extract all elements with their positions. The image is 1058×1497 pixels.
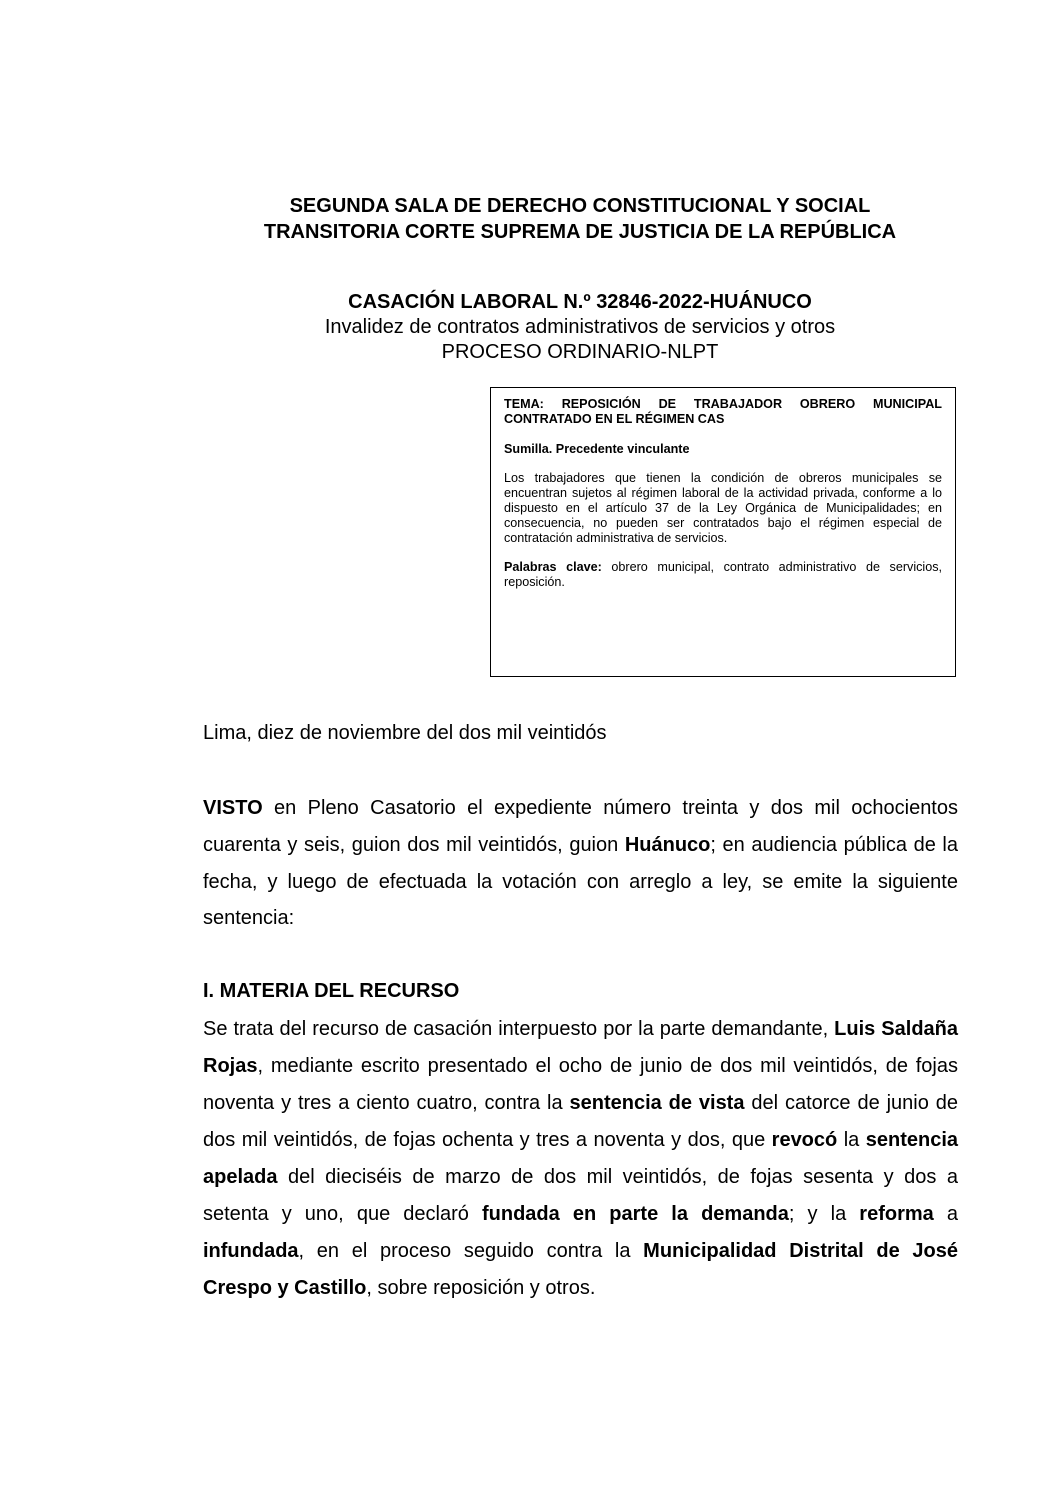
materia-text-5: del dieciséis de marzo de dos mil veintidós, de fojas sesenta y dos a setenta y uno, que declaró (203, 1166, 958, 1225)
summary-keywords (504, 560, 942, 590)
materia-text-7: a (933, 1203, 959, 1225)
case-subject: Invalidez de contratos administrativos de servicios y otros (324, 316, 836, 338)
keywords-text: obrero municipal, contrato administrativo de servicios, reposición. (504, 560, 943, 590)
summary-sumilla-label: Sumilla. Precedente vinculante (504, 441, 690, 456)
materia-bold-3: revocó (771, 1129, 838, 1151)
section-heading-materia: I. MATERIA DEL RECURSO (203, 980, 460, 1002)
keywords-label: Palabras clave: (504, 560, 602, 575)
case-process-type: PROCESO ORDINARIO-NLPT (441, 341, 719, 363)
summary-box (490, 387, 956, 677)
visto-lead: VISTO (203, 797, 263, 819)
court-header (200, 193, 960, 245)
materia-bold-6: reforma (859, 1203, 934, 1225)
materia-bold-4: sentencia apelada (203, 1129, 958, 1188)
materia-bold-1: Luis Saldaña Rojas (203, 1018, 958, 1077)
materia-text-3: del catorce de junio de dos mil veintidós, de fojas ochenta y tres a noventa y dos, que (203, 1092, 958, 1151)
materia-text-4: la (837, 1129, 866, 1151)
court-name-line-2: TRANSITORIA CORTE SUPREMA DE JUSTICIA DE LA REPÚBLICA (263, 221, 897, 243)
materia-text-8: , en el proceso seguido contra la (298, 1240, 644, 1262)
date-line: Lima, diez de noviembre del dos mil veintidós (203, 722, 607, 744)
court-name-line-1: SEGUNDA SALA DE DERECHO CONSTITUCIONAL Y SOCIAL (289, 195, 871, 217)
visto-place: Huánuco (624, 833, 711, 856)
materia-text-2: , mediante escrito presentado el ocho de junio de dos mil veintidós, de fojas noventa y tres a ciento cuatro, contra la (203, 1055, 958, 1114)
visto-text-2: ; en audiencia pública de la fecha, y luego de efectuada la votación con arreglo a ley, se emite la siguiente sentencia: (203, 833, 958, 930)
case-number: CASACIÓN LABORAL N.º 32846-2022-HUÁNUCO (348, 291, 812, 313)
case-identification (200, 290, 960, 365)
visto-text-1: en Pleno Casatorio el expediente número treinta y dos mil ochocientos cuarenta y seis, guion dos mil veintidós, guion (203, 797, 958, 856)
materia-bold-5: fundada en parte la demanda (481, 1203, 789, 1225)
summary-body: Los trabajadores que tienen la condición de obreros municipales se encuentran sujetos al régimen laboral de la actividad privada, conforme a lo dispuesto en el artículo 37 de la Ley Orgánica de Municipalidades; en consecuencia, no pueden ser contratados bajo el régimen especial de contratación administrativa de servicios. (504, 471, 942, 545)
visto-paragraph (203, 790, 958, 937)
materia-text-1: Se trata del recurso de casación interpuesto por la parte demandante, (203, 1018, 835, 1040)
materia-text-9: , sobre reposición y otros. (366, 1277, 596, 1299)
materia-bold-8: Municipalidad Distrital de José Crespo y Castillo (203, 1240, 958, 1299)
materia-bold-7: infundada (203, 1240, 299, 1262)
summary-topic: TEMA: REPOSICIÓN DE TRABAJADOR OBRERO MUNICIPAL CONTRATADO EN EL RÉGIMEN CAS (504, 397, 942, 426)
materia-text-6: ; y la (788, 1203, 860, 1225)
materia-bold-2: sentencia de vista (569, 1092, 745, 1114)
materia-paragraph (203, 1011, 958, 1307)
